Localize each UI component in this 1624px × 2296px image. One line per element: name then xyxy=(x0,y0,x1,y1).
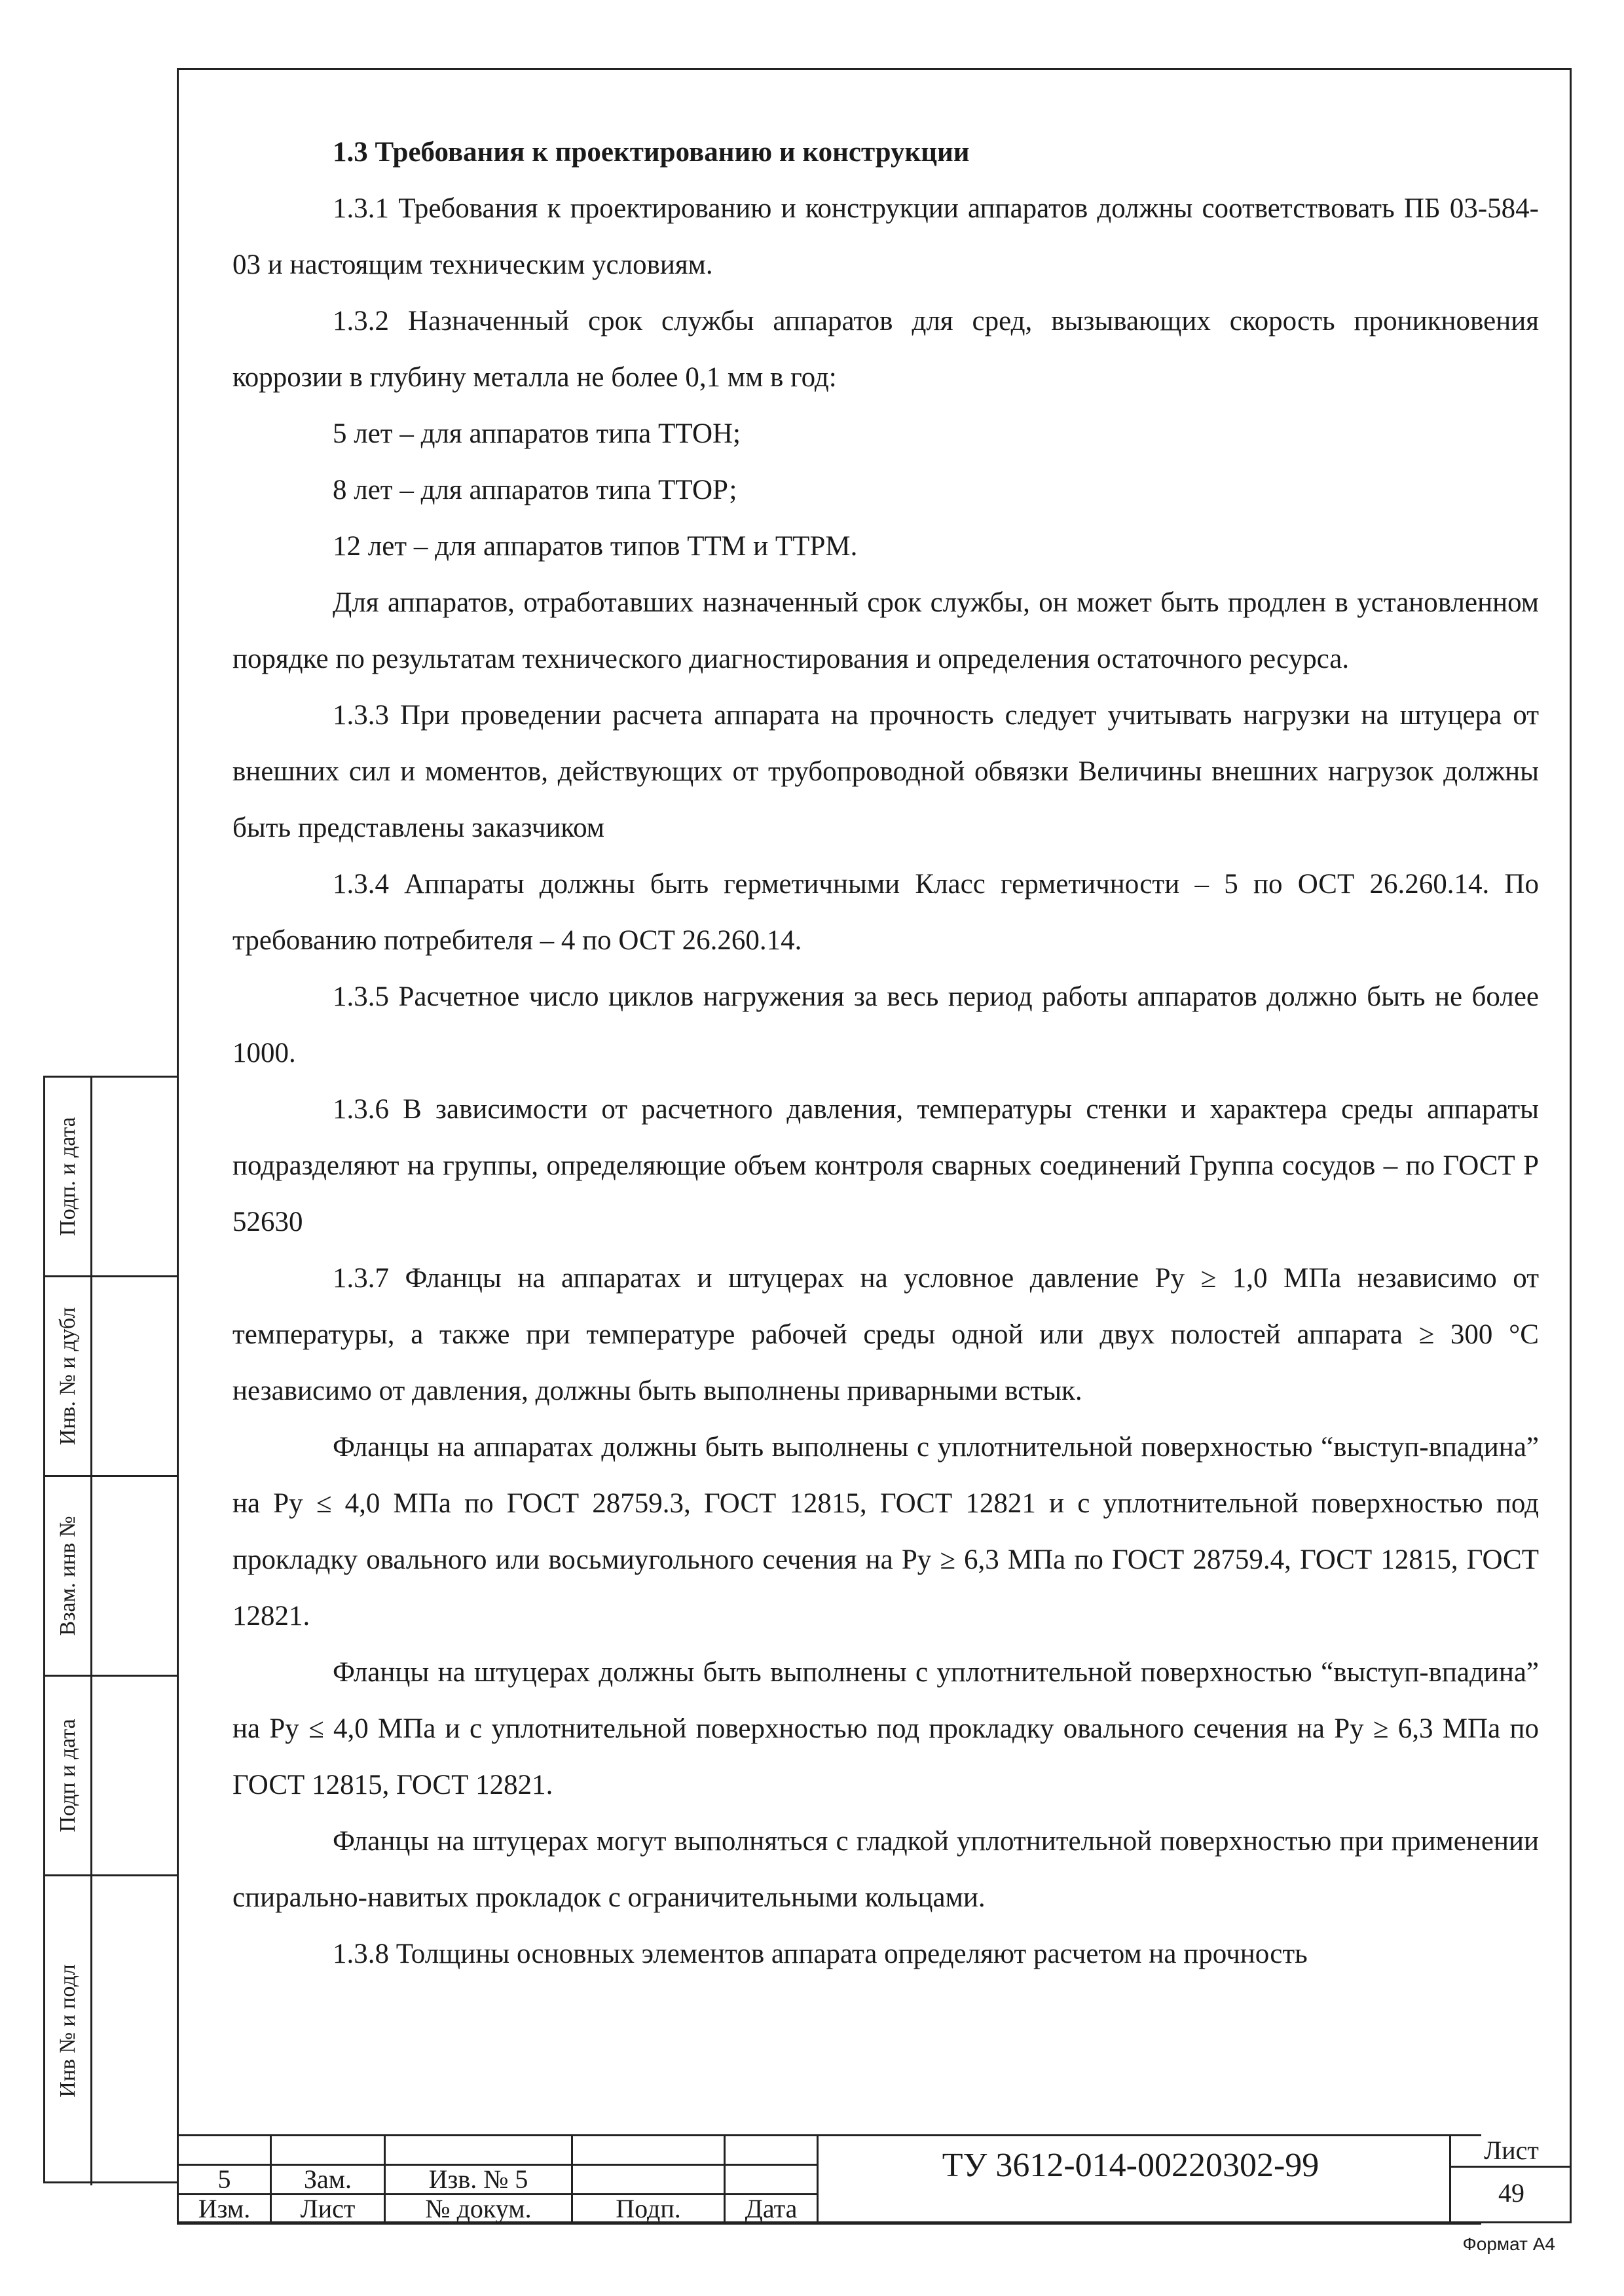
section-heading: 1.3 Требования к проектированию и конструкции xyxy=(333,137,970,168)
side-cell xyxy=(45,1078,179,1277)
paragraph-1-3-3: 1.3.3 При проведении расчета аппарата на прочность следует учитывать нагрузки на штуцера от внешних сил и моментов, действующих от трубопроводной обвязки Величины внешних нагрузок должны быть представлены заказчиком xyxy=(232,700,1539,843)
paragraph-1-3-2-extension: Для аппаратов, отработавших назначенный срок службы, он может быть продлен в установленном порядке по результатам технического диагностирования и определения остаточного ресурса. xyxy=(232,587,1539,674)
document-number: ТУ 3612-014-00220302-99 xyxy=(942,2147,1320,2184)
paragraph-1-3-4: 1.3.4 Аппараты должны быть герметичными Класс герметичности – 5 по ОСТ 26.260.14. По требованию потребителя – 4 по ОСТ 26.260.14. xyxy=(232,869,1539,956)
paragraph-1-3-6: 1.3.6 В зависимости от расчетного давления, температуры стенки и характера среды аппараты подразделяют на группы, определяющие объем контроля сварных соединений Группа сосудов – по ГОСТ Р 52630 xyxy=(232,1094,1539,1237)
side-cell xyxy=(45,1277,179,1477)
side-label-cell xyxy=(45,1677,92,1874)
header-sheet: Лист xyxy=(271,2195,385,2224)
side-label-original-inv: Инв № и подл xyxy=(55,1964,80,2098)
side-label-dup-inv: Инв. № и дубл xyxy=(55,1307,80,1446)
side-label-sign-date: Подп. и дата xyxy=(55,1117,80,1236)
paragraph-1-3-7: 1.3.7 Фланцы на аппаратах и штуцерах на условное давление Ру ≥ 1,0 МПа независимо от температуры, а также при температуре рабочей среды одной или двух полостей аппарата ≥ 300 °С независимо от давления, должны быть выполнены приварными встык. xyxy=(232,1263,1539,1406)
paragraph-flanges-fittings: Фланцы на штуцерах должны быть выполнены с уплотнительной поверхностью “выступ-впадина” на Ру ≤ 4,0 МПа и с уплотнительной поверхностью под прокладку овального сечения на Ру ≥ 6,3 МПа по ГОСТ 12815, ГОСТ 12821. xyxy=(232,1657,1539,1800)
sheet-number: 49 xyxy=(1498,2178,1524,2208)
side-cell xyxy=(45,1677,179,1876)
side-stamp xyxy=(43,1076,177,2183)
list-item: 5 лет – для аппаратов типа ТТОН; xyxy=(333,418,741,449)
paragraph-flanges-smooth: Фланцы на штуцерах могут выполняться с гладкой уплотнительной поверхностью при применении спирально-навитых прокладок с ограничительными кольцами. xyxy=(232,1826,1539,1913)
side-label-cell xyxy=(45,1277,92,1475)
sheet-box xyxy=(1449,2134,1572,2223)
sheet-label: Лист xyxy=(1451,2134,1572,2168)
header-date: Дата xyxy=(725,2195,818,2224)
revision-change: Зам. xyxy=(271,2165,385,2195)
format-label: Формат А4 xyxy=(1462,2234,1555,2254)
paragraph-flanges-apparatus: Фланцы на аппаратах должны быть выполнены с уплотнительной поверхностью “выступ-впадина” на Ру ≤ 4,0 МПа по ГОСТ 28759.3, ГОСТ 12815, ГОСТ 12821 и с уплотнительной поверхностью под прокладку овального или восьмиугольного сечения на Ру ≥ 6,3 МПа по ГОСТ 28759.4, ГОСТ 12815, ГОСТ 12821. xyxy=(232,1432,1539,1631)
list-item: 8 лет – для аппаратов типа ТТОР; xyxy=(333,475,737,505)
document-body xyxy=(232,124,1539,1982)
revision-number: 5 xyxy=(178,2165,271,2195)
paragraph-1-3-2: 1.3.2 Назначенный срок службы аппаратов для сред, вызывающих скорость проникновения коррозии в глубину металла не более 0,1 мм в год: xyxy=(232,306,1539,393)
list-item: 12 лет – для аппаратов типов ТТМ и ТТРМ. xyxy=(333,531,858,562)
side-label-cell xyxy=(45,1876,92,2185)
side-cell xyxy=(45,1477,179,1677)
header-signature: Подп. xyxy=(572,2195,725,2224)
side-label-sign-date-2: Подп и дата xyxy=(55,1719,80,1832)
header-document: № докум. xyxy=(385,2195,572,2224)
side-label-cell xyxy=(45,1078,92,1275)
paragraph-1-3-5: 1.3.5 Расчетное число циклов нагружения за весь период работы аппаратов должно быть не более 1000. xyxy=(232,981,1539,1068)
header-change: Изм. xyxy=(178,2195,271,2224)
side-label-cell xyxy=(45,1477,92,1675)
side-cell xyxy=(45,1876,179,2185)
revision-doc: Изв. № 5 xyxy=(385,2165,572,2195)
paragraph-1-3-8: 1.3.8 Толщины основных элементов аппарата определяют расчетом на прочность xyxy=(333,1939,1308,1969)
paragraph-1-3-1: 1.3.1 Требования к проектированию и конструкции аппаратов должны соответствовать ПБ 03-584-03 и настоящим техническим условиям. xyxy=(232,193,1539,280)
side-label-replace-inv: Взам. инв № xyxy=(55,1516,80,1636)
